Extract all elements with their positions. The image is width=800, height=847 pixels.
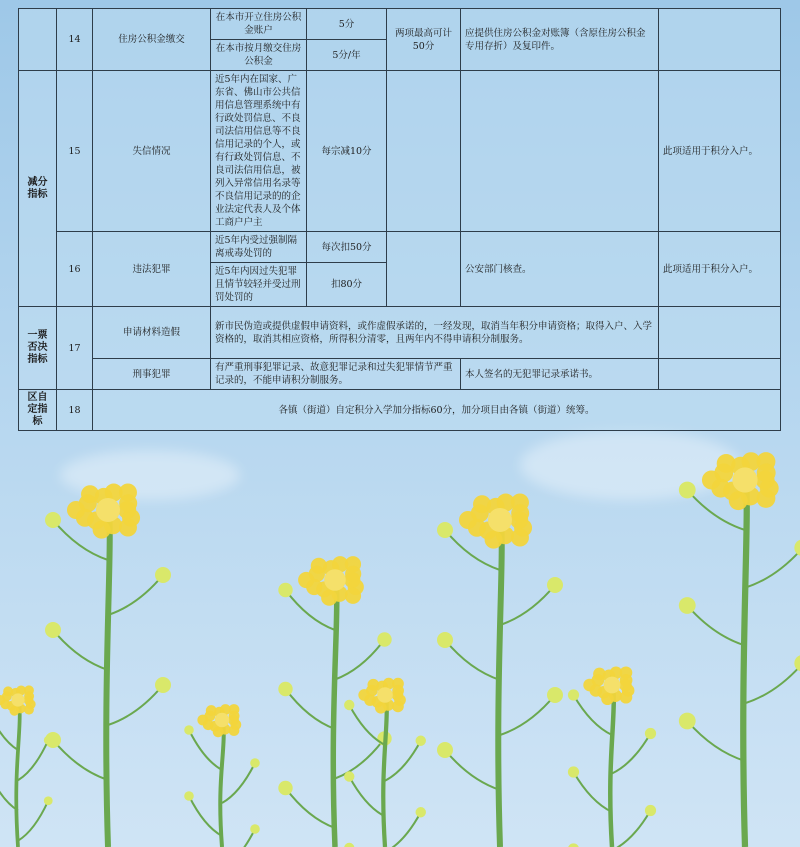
note-cell (659, 359, 781, 390)
row-number: 14 (57, 9, 93, 71)
score-cap (387, 232, 461, 307)
required-material (461, 71, 659, 232)
item-name: 失信情况 (93, 71, 211, 232)
points-policy-table (18, 8, 781, 431)
rapeseed-flower-icon (437, 493, 563, 847)
rapeseed-flower-icon (344, 678, 426, 847)
row-number: 18 (57, 390, 93, 431)
score: 每宗减10分 (307, 71, 387, 232)
row-number: 15 (57, 71, 93, 232)
condition: 在本市按月缴交住房公积金 (211, 40, 307, 71)
category-label: 减分指标 (19, 71, 57, 307)
condition: 在本市开立住房公积金账户 (211, 9, 307, 40)
condition: 近5年内受过强制隔离戒毒处罚的 (211, 232, 307, 263)
score: 扣80分 (307, 263, 387, 307)
item-name: 住房公积金缴交 (93, 9, 211, 71)
condition: 近5年内因过失犯罪且情节较轻并受过刑罚处罚的 (211, 263, 307, 307)
score: 5分 (307, 9, 387, 40)
required-material: 应提供住房公积金对账簿（含原住房公积金专用存折）及复印件。 (461, 9, 659, 71)
rapeseed-flower-icon (184, 704, 260, 847)
rapeseed-flower-illustration (0, 400, 800, 847)
item-description: 新市民伪造或提供虚假申请资料，或作虚假承诺的，一经发现，取消当年积分申请资格；取得入户、入学资格的，取消其相应资格，所得积分清零，且两年内不得申请积分制服务。 (211, 307, 659, 359)
rapeseed-flower-icon (679, 452, 800, 847)
required-material: 公安部门核查。 (461, 232, 659, 307)
rapeseed-flower-icon (45, 483, 171, 847)
item-name: 刑事犯罪 (93, 359, 211, 390)
note-cell (659, 307, 781, 359)
rapeseed-flower-icon (568, 666, 656, 847)
item-description: 各镇（街道）自定积分入学加分指标60分，加分项目由各镇（街道）统筹。 (93, 390, 781, 431)
item-name: 违法犯罪 (93, 232, 211, 307)
row-number: 17 (57, 307, 93, 390)
note: 此项适用于积分入户。 (659, 71, 781, 232)
score-cap (387, 71, 461, 232)
item-name: 申请材料造假 (93, 307, 211, 359)
note: 此项适用于积分入户。 (659, 232, 781, 307)
score-cap: 两项最高可计50分 (387, 9, 461, 71)
condition: 近5年内在国家、广东省、佛山市公共信用信息管理系统中有行政处罚信息、不良司法信用信息等不良信用记录的个人，或有行政处罚信息、不良司法信用信息，被列入异常信用名录等不良信用记录的的企业法定代表人及个体工商户户主 (211, 71, 307, 232)
category-label: 区自定指标 (19, 390, 57, 431)
score: 5分/年 (307, 40, 387, 71)
category-label: 一票否决指标 (19, 307, 57, 390)
rapeseed-flower-icon (0, 685, 53, 847)
category-cell (19, 9, 57, 71)
row-number: 16 (57, 232, 93, 307)
item-description: 有严重刑事犯罪记录、故意犯罪记录和过失犯罪情节严重记录的，不能申请积分制服务。 (211, 359, 461, 390)
required-material: 本人签名的无犯罪记录承诺书。 (461, 359, 659, 390)
note-cell (659, 9, 781, 71)
score: 每次扣50分 (307, 232, 387, 263)
